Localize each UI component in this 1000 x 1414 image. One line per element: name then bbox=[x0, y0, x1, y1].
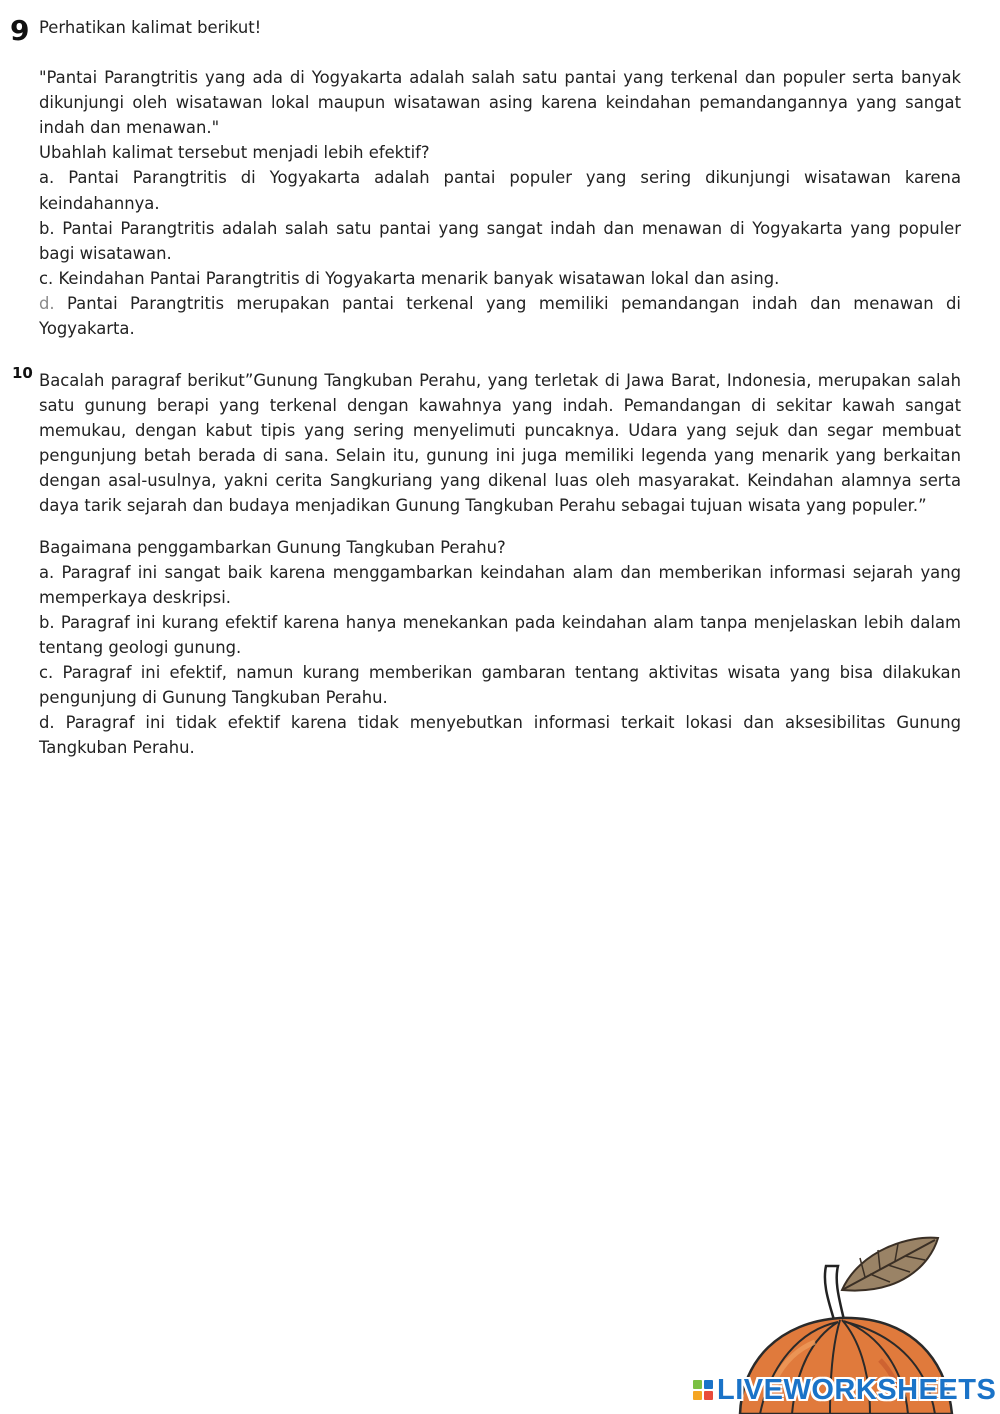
option-letter: b. bbox=[39, 612, 55, 632]
option-text: Pantai Parangtritis di Yogyakarta adalah pantai populer yang sering dikunjungi wisatawan karena keindahannya. bbox=[39, 168, 961, 213]
question-10-option-c[interactable] bbox=[39, 660, 961, 710]
option-text: Paragraf ini tidak efektif karena tidak menyebutkan informasi terkait lokasi dan aksesibilitas Gunung Tangkuban Perahu. bbox=[39, 713, 961, 758]
question-9-option-c[interactable] bbox=[39, 266, 961, 291]
option-letter: c. bbox=[39, 268, 54, 288]
question-9-option-a[interactable] bbox=[39, 165, 961, 215]
question-10-number: 10 bbox=[12, 364, 33, 382]
option-letter: c. bbox=[39, 663, 54, 683]
option-letter: d. bbox=[39, 713, 55, 733]
question-9-number: 9 bbox=[10, 14, 30, 47]
question-10-option-a[interactable] bbox=[39, 560, 961, 610]
option-letter: d. bbox=[39, 293, 55, 313]
option-text: Paragraf ini sangat baik karena menggambarkan keindahan alam dan memberikan informasi sejarah yang memperkaya deskripsi. bbox=[39, 562, 961, 607]
option-text: Keindahan Pantai Parangtritis di Yogyakarta menarik banyak wisatawan lokal dan asing. bbox=[58, 268, 780, 288]
question-9 bbox=[39, 15, 961, 341]
question-10-passage: Bacalah paragraf berikut”Gunung Tangkuban Perahu, yang terletak di Jawa Barat, Indonesia, merupakan salah satu gunung berapi yang terkenal dengan kawahnya yang indah. Pemandangan di sekitar kawah sangat memukau, dengan kabut tipis yang sering menyelimuti puncaknya. Udara yang sejuk dan segar membuat pengunjung betah berada di sana. Selain itu, gunung ini juga memiliki legenda yang menarik yang berkaitan dengan asal-usulnya, yakni cerita Sangkuriang yang dikenal luas oleh masyarakat. Keindahan alamnya serta daya tarik sejarah dan budaya menjadikan Gunung Tangkuban Perahu sebagai tujuan wisata yang populer.” bbox=[39, 371, 961, 516]
option-text: Paragraf ini kurang efektif karena hanya menekankan pada keindahan alam tanpa menjelaskan lebih dalam tentang geologi gunung. bbox=[39, 612, 961, 657]
question-9-option-d[interactable] bbox=[39, 291, 961, 341]
liveworksheets-wordmark: LIVEWORKSHEETS bbox=[717, 1373, 997, 1406]
option-letter: a. bbox=[39, 168, 55, 188]
question-10-option-b[interactable] bbox=[39, 610, 961, 660]
question-9-question: Ubahlah kalimat tersebut menjadi lebih efektif? bbox=[39, 143, 430, 163]
option-letter: a. bbox=[39, 562, 55, 582]
question-9-quote: "Pantai Parangtritis yang ada di Yogyakarta adalah salah satu pantai yang terkenal dan populer serta banyak dikunjungi oleh wisatawan lokal maupun wisatawan asing karena keindahan pemandangannya yang sangat indah dan menawan." bbox=[39, 68, 961, 138]
option-letter: b. bbox=[39, 218, 55, 238]
option-text: Paragraf ini efektif, namun kurang memberikan gambaran tentang aktivitas wisata yang bisa dilakukan pengunjung di Gunung Tangkuban Perahu. bbox=[39, 663, 961, 708]
option-text: Pantai Parangtritis adalah salah satu pantai yang sangat indah dan menawan di Yogyakarta yang populer bagi wisatawan. bbox=[39, 218, 961, 263]
option-text: Pantai Parangtritis merupakan pantai terkenal yang memiliki pemandangan indah dan menawan di Yogyakarta. bbox=[39, 293, 961, 339]
liveworksheets-logo[interactable] bbox=[693, 1372, 996, 1408]
question-9-option-b[interactable] bbox=[39, 216, 961, 266]
question-10-option-d[interactable] bbox=[39, 710, 961, 760]
question-9-prompt: Perhatikan kalimat berikut! bbox=[39, 18, 262, 37]
question-10 bbox=[39, 368, 961, 760]
liveworksheets-logo-icon bbox=[693, 1380, 713, 1400]
question-10-question: Bagaimana penggambarkan Gunung Tangkuban Perahu? bbox=[39, 537, 506, 557]
